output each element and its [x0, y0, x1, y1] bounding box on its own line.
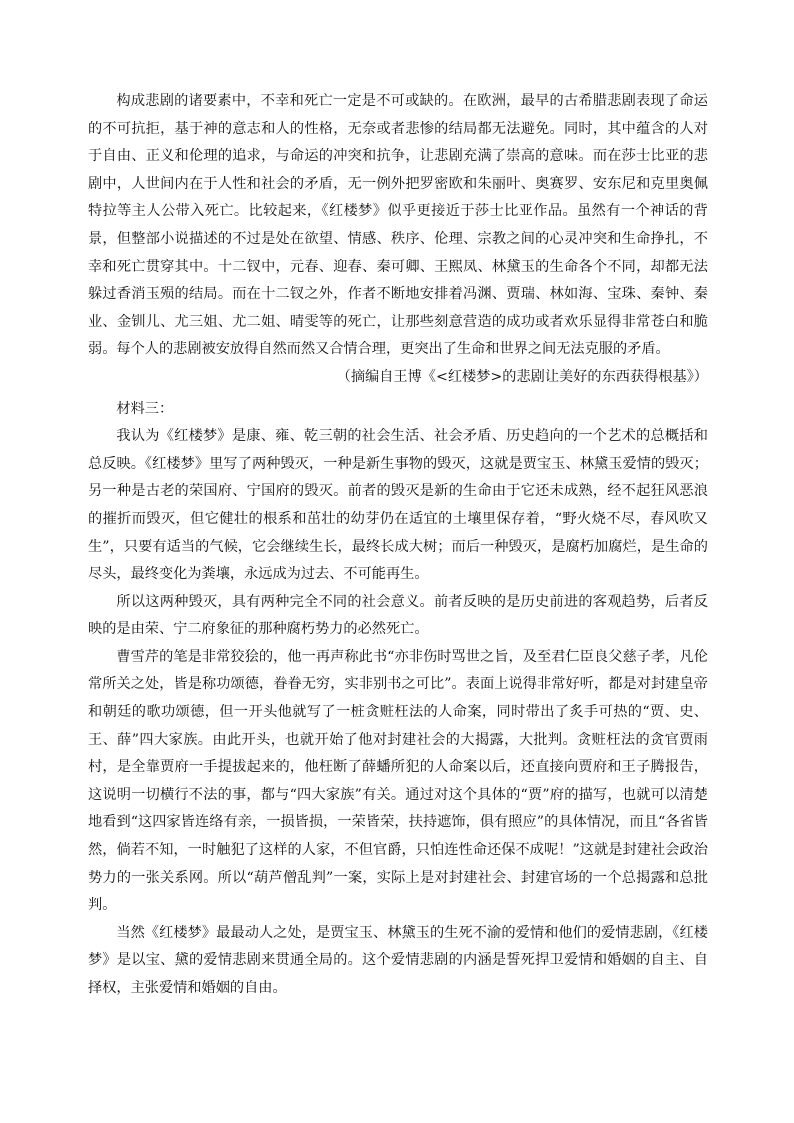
paragraph: 所以这两种毁灭，具有两种完全不同的社会意义。前者反映的是历史前进的客观趋势，后者反映的是由荣、宁二府象征的那种腐朽势力的必然死亡。	[88, 593, 708, 638]
source-citation: （摘编自王博《<红楼梦>的悲剧让美好的东西获得根基》）	[336, 368, 708, 385]
paragraph: 曹雪芹的笔是非常狡狯的，他一再声称此书“亦非伤时骂世之旨，及至君仁臣良父慈子孝，凡伦常所关之处，皆是称功颂德，眷眷无穷，实非别书之可比”。表面上说得非常好听，都是对封建皇帝和朝廷的歌功颂德，但一开头他就写了一桩贪赃枉法的人命案，同时带出了炙手可热的“贾、史、王、薛”四大家族。由此开头，也就开始了他对封建社会的大揭露，大批判。贪赃枉法的贪官贾雨村，是全靠贾府一手提拔起来的，他枉断了薛蟠所犯的人命案以后，还直接向贾府和王子腾报告，这说明一切横行不法的事，都与“四大家族”有关。通过对这个具体的“贾”府的描写，也就可以清楚地看到“这四家皆连络有亲，一损皆损，一荣皆荣，扶持遮饰，俱有照应”的具体情况，而且“各省皆然，倘若不知，一时触犯了这样的人家，不但官爵，只怕连性命还保不成呢！”这就是封建社会政治势力的一张关系网。所以“葫芦僧乱判”一案，实际上是对封建社会、封建官场的一个总揭露和总批判。	[88, 648, 708, 914]
material-heading: 材料三：	[116, 400, 174, 417]
paragraph: 我认为《红楼梦》是康、雍、乾三朝的社会生活、社会矛盾、历史趋向的一个艺术的总概括和总反映。《红楼梦》里写了两种毁灭，一种是新生事物的毁灭，这就是贾宝玉、林黛玉爱情的毁灭；另一种是古老的荣国府、宁国府的毁灭。前者的毁灭是新的生命由于它还未成熟，经不起狂风恶浪的摧折而毁灭，但它健壮的根系和茁壮的幼芽仍在适宜的土壤里保存着，“野火烧不尽，春风吹又生”，只要有适当的气候，它会继续生长，最终长成大树；而后一种毁灭，是腐朽加腐烂，是生命的尽头，最终变化为粪壤，永远成为过去、不可能再生。	[88, 428, 708, 583]
paragraph: 当然《红楼梦》最最动人之处，是贾宝玉、林黛玉的生死不渝的爱情和他们的爱情悲剧，《红楼梦》是以宝、黛的爱情悲剧来贯通全局的。这个爱情悲剧的内涵是誓死捍卫爱情和婚姻的自主、自择权，主张爱情和婚姻的自由。	[88, 924, 708, 996]
paragraph: 构成悲剧的诸要素中，不幸和死亡一定是不可或缺的。在欧洲，最早的古希腊悲剧表现了命运的不可抗拒，基于神的意志和人的性格，无奈或者悲惨的结局都无法避免。同时，其中蕴含的人对于自由、正义和伦理的追求，与命运的冲突和抗争，让悲剧充满了崇高的意味。而在莎士比亚的悲剧中，人世间内在于人性和社会的矛盾，无一例外把罗密欧和朱丽叶、奥赛罗、安东尼和克里奥佩特拉等主人公带入死亡。比较起来，《红楼梦》似乎更接近于莎士比亚作品。虽然有一个神话的背景，但整部小说描述的不过是处在欲望、情感、秩序、伦理、宗教之间的心灵冲突和生命挣扎，不幸和死亡贯穿其中。十二钗中，元春、迎春、秦可卿、王熙凤、林黛玉的生命各个不同，却都无法躲过香消玉殒的结局。而在十二钗之外，作者不断地安排着冯渊、贾瑞、林如海、宝珠、秦钟、秦业、金钏儿、尤三姐、尤二姐、晴雯等的死亡，让那些刻意营造的成功或者欢乐显得非常苍白和脆弱。每个人的悲剧被安放得自然而然又合情合理，更突出了生命和世界之间无法克服的矛盾。	[88, 93, 708, 358]
document-body	[88, 88, 708, 1003]
